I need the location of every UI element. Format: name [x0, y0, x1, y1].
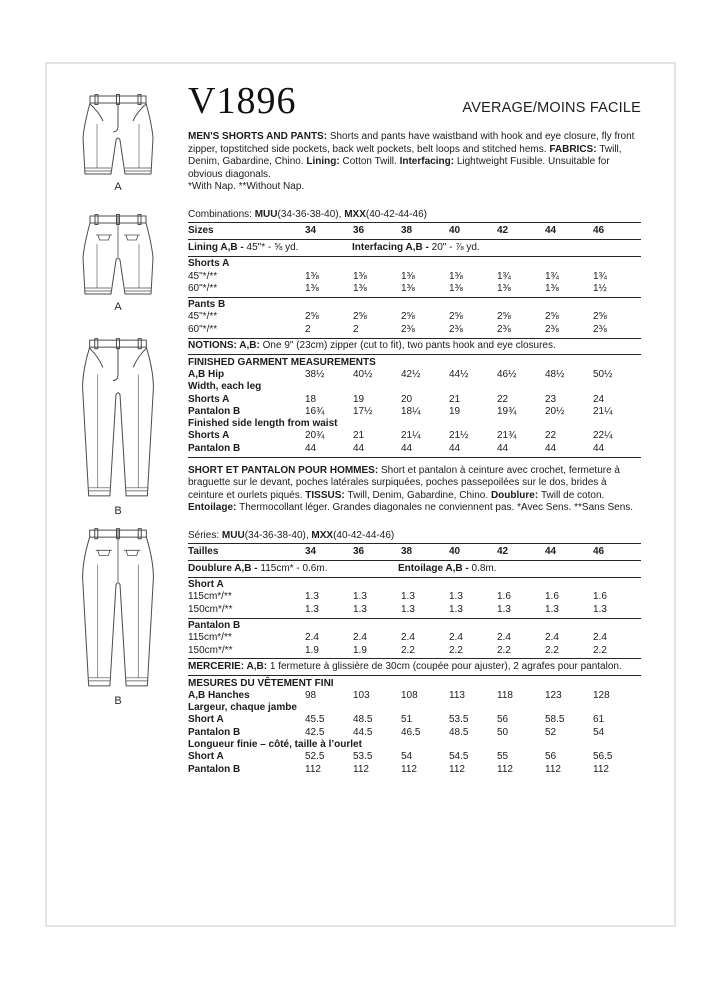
table-cell: 2.4 — [593, 632, 607, 644]
table-cell: 112 — [449, 763, 465, 775]
pants-front-drawing — [62, 332, 174, 504]
table-data-row — [188, 604, 641, 616]
table-cell: 55 — [497, 751, 509, 763]
text-segment: Entoilage: — [188, 502, 240, 514]
table-rule — [188, 675, 641, 676]
table-cell: 1.3 — [593, 603, 607, 615]
table-section-label: MESURES DU VÊTEMENT FINI — [188, 677, 334, 689]
table-cell: 2.4 — [305, 632, 319, 644]
table-cell: 1.3 — [497, 603, 511, 615]
text-segment: TISSUS: — [305, 489, 348, 501]
table-cell: 113 — [449, 689, 465, 701]
table-cell: Pantalon B — [188, 405, 241, 417]
table-section-label: Pants B — [188, 299, 226, 311]
table-cell: 22¼ — [593, 430, 613, 442]
text-segment: Séries: — [188, 529, 222, 541]
table-cell: 45.5 — [305, 714, 325, 726]
table-cell: 108 — [401, 689, 418, 701]
table-cell: 112 — [497, 763, 513, 775]
table-cell: 2⅜ — [593, 323, 607, 335]
text-segment: 45"* - ⅝ yd. — [246, 242, 299, 254]
table-cell: 2 — [353, 323, 359, 335]
subheader-right — [352, 241, 480, 254]
text-segment: Short et pantalon à ceinture avec crochet, fermeture à braguette sur le devant, poches latérales surpiquées, poches passepoilées sur le dos, brides à ceinture et ourlets piqués. — [188, 464, 620, 501]
table-cell: 112 — [353, 763, 369, 775]
table-cell: 46 — [593, 545, 605, 557]
table-cell: 1.3 — [305, 603, 319, 615]
shorts-back-drawing — [62, 208, 174, 300]
table-cell: 2⅜ — [497, 323, 511, 335]
text-segment: Thermocollant léger. Grandes diagonales ne conviennent pas. *Avec Sens. **Sans Sens. — [239, 502, 634, 514]
table-cell: 2⅝ — [401, 311, 415, 323]
table-cell: 1⅜ — [353, 270, 367, 282]
text-segment: Cotton Twill. — [342, 156, 400, 168]
table-cell: 44 — [449, 442, 461, 454]
table-cell: 1.3 — [401, 591, 415, 603]
table-cell: 1⅜ — [545, 282, 559, 294]
table-cell: 1.9 — [353, 644, 367, 656]
subheader-left — [188, 242, 298, 253]
shorts-back-illustration — [62, 208, 174, 313]
text-segment: Twill, Denim, Gabardine, Chino. — [188, 143, 622, 168]
table-cell: 1.3 — [449, 603, 463, 615]
table-cell: 1⅜ — [305, 270, 319, 282]
text-segment: MXX — [344, 208, 366, 220]
table-section-label: Largeur, chaque jambe — [188, 702, 297, 714]
table-cell: 2.2 — [497, 644, 511, 656]
table-cell: 2⅝ — [449, 311, 463, 323]
table-cell: 48.5 — [449, 726, 469, 738]
table-cell: Short A — [188, 751, 224, 763]
table-cell: 61 — [593, 714, 605, 726]
table-cell: 17½ — [353, 405, 373, 417]
table-section-label: Short A — [188, 579, 224, 591]
text-segment: MEN'S SHORTS AND PANTS: — [188, 131, 330, 142]
table-cell: 44 — [401, 442, 413, 454]
table-cell: 150cm*/** — [188, 644, 233, 656]
table-cell: 34 — [305, 545, 317, 557]
table-cell: 21 — [353, 430, 365, 442]
text-segment: One 9" (23cm) zipper (cut to fit), two pants hook and eye closures. — [259, 340, 556, 352]
table-data-row — [188, 632, 641, 644]
table-cell: 2⅝ — [353, 311, 367, 323]
text-segment: (40-42-44-46) — [333, 529, 395, 541]
table-cell: 52 — [545, 726, 557, 738]
text-segment: Doublure: — [490, 489, 541, 501]
text-segment: MUU — [221, 529, 245, 541]
table-cell: 2.4 — [401, 632, 415, 644]
table-cell: 112 — [593, 763, 609, 775]
table-rule — [188, 658, 641, 659]
table-note — [188, 661, 641, 674]
text-segment: Doublure A,B - — [188, 563, 261, 575]
table-data-row — [188, 271, 641, 283]
table-cell: 2⅝ — [305, 311, 319, 323]
table-cell: 112 — [305, 763, 321, 775]
table-cell: 42½ — [401, 368, 421, 380]
table-cell: 1⅜ — [401, 282, 415, 294]
table-cell: 50 — [497, 726, 509, 738]
table-cell: 1.3 — [353, 603, 367, 615]
table-cell: 36 — [353, 545, 365, 557]
view-label: A — [114, 181, 122, 193]
table-cell: 2.2 — [545, 644, 559, 656]
table-cell: 128 — [593, 689, 610, 701]
text-segment: Twill, Denim, Gabardine, Chino. — [347, 489, 491, 501]
table-cell: 42 — [497, 224, 509, 236]
table-cell: 2.2 — [401, 644, 415, 656]
table-cell: 44 — [545, 545, 557, 557]
table-cell: 2⅜ — [401, 323, 415, 335]
table-cell: Shorts A — [188, 430, 230, 442]
table-data-row — [188, 406, 641, 418]
table-cell: 18 — [305, 393, 317, 405]
table-cell: 2⅜ — [545, 323, 559, 335]
table-rule — [188, 222, 641, 223]
table-cell: 50½ — [593, 368, 613, 380]
text-segment: Shorts and pants have waistband with hook and eye closure, fly front zipper, topstitched side pockets, back welt pockets, belt loops and stitched hems. — [188, 131, 635, 155]
table-cell: 1.9 — [305, 644, 319, 656]
text-segment: Lining: — [306, 156, 343, 168]
table-subheader-row — [188, 562, 641, 575]
text-segment: Interfacing: — [399, 156, 457, 168]
pants-front-illustration — [62, 332, 174, 517]
table-cell: 58.5 — [545, 714, 565, 726]
table-cell: 115cm*/** — [188, 591, 232, 603]
table-cell: 51 — [401, 714, 413, 726]
table-cell: 123 — [545, 689, 562, 701]
text-segment: FABRICS: — [549, 143, 600, 155]
table-data-row — [188, 283, 641, 295]
table-subheader-row — [188, 241, 641, 254]
table-section-label: Longueur finie – côté, taille à l’ourlet — [188, 739, 362, 751]
table-cell: 38 — [401, 545, 413, 557]
table-cell: 1.3 — [449, 591, 463, 603]
text-segment: MXX — [311, 529, 334, 541]
table-cell: 44½ — [449, 368, 469, 380]
table-cell: 18¼ — [401, 405, 421, 417]
table-cell: 46.5 — [401, 726, 421, 738]
table-cell: 1.6 — [545, 591, 559, 603]
table-cell: 98 — [305, 689, 317, 701]
table-cell: 23 — [545, 393, 557, 405]
table-cell: 150cm*/** — [188, 603, 233, 615]
table-section-label: Pantalon B — [188, 620, 241, 632]
table-cell: 103 — [353, 689, 370, 701]
metric-yardage-table — [188, 543, 641, 776]
table-cell: Sizes — [188, 224, 214, 236]
table-rule — [188, 560, 641, 561]
table-cell: 1¾ — [497, 270, 511, 282]
table-cell: 44 — [545, 442, 557, 454]
table-cell: 44 — [593, 442, 605, 454]
table-cell: 2⅜ — [449, 323, 463, 335]
table-cell: 1½ — [593, 282, 607, 294]
table-cell: 60"*/** — [188, 282, 218, 294]
table-cell: 48.5 — [353, 714, 373, 726]
difficulty-rating: AVERAGE/MOINS FACILE — [462, 100, 641, 116]
text-segment: MUU — [254, 208, 278, 220]
table-rule — [188, 457, 641, 458]
table-cell: 115cm*/** — [188, 632, 232, 644]
table-cell: 38½ — [305, 368, 325, 380]
table-data-row — [188, 394, 641, 406]
text-segment: NOTIONS: A,B: — [188, 340, 260, 352]
table-cell: 1.3 — [545, 603, 559, 615]
table-cell: 1⅜ — [449, 270, 463, 282]
table-cell: 2.4 — [353, 632, 367, 644]
table-cell: 1⅜ — [497, 282, 511, 294]
table-cell: 34 — [305, 224, 317, 236]
table-cell: 54 — [593, 726, 605, 738]
table-cell: 36 — [353, 224, 365, 236]
table-rule — [188, 297, 641, 298]
text-segment: Combinations: — [188, 208, 255, 220]
table-cell: 1⅜ — [401, 270, 415, 282]
table-cell: 56 — [497, 714, 509, 726]
table-cell: 56 — [545, 751, 557, 763]
table-data-row — [188, 645, 641, 657]
table-section-label: Shorts A — [188, 258, 230, 270]
table-cell: 2⅝ — [593, 311, 607, 323]
table-cell: 42.5 — [305, 726, 325, 738]
table-cell: 21¼ — [593, 405, 613, 417]
table-cell: 2.4 — [545, 632, 559, 644]
text-segment: 1 fermeture à glissière de 30cm (coupée pour ajuster), 2 agrafes pour pantalon. — [267, 660, 622, 672]
table-cell: 1.6 — [497, 591, 511, 603]
pants-back-drawing — [62, 522, 174, 694]
table-data-row — [188, 324, 641, 336]
nap-note: *With Nap. **Without Nap. — [188, 181, 305, 193]
pattern-number: V1896 — [188, 80, 297, 122]
table-cell: 1⅜ — [353, 282, 367, 294]
table-cell: 42 — [497, 545, 509, 557]
table-cell: 44 — [545, 224, 557, 236]
table-cell: 1.3 — [305, 591, 319, 603]
table-cell: 40½ — [353, 368, 373, 380]
table-cell: 1¾ — [545, 270, 559, 282]
table-cell: Short A — [188, 714, 224, 726]
table-cell: 44 — [305, 442, 317, 454]
table-cell: 19¾ — [497, 405, 517, 417]
table-cell: 22 — [497, 393, 509, 405]
table-data-row — [188, 369, 641, 381]
table-cell: 53.5 — [449, 714, 469, 726]
shorts-front-drawing — [62, 88, 174, 180]
table-rule — [188, 256, 641, 257]
view-label: B — [114, 505, 122, 517]
english-description — [188, 131, 641, 181]
table-data-row — [188, 443, 641, 455]
table-cell: 20¾ — [305, 430, 325, 442]
text-segment: Interfacing A,B - — [352, 242, 432, 254]
pants-back-illustration — [62, 522, 174, 707]
table-cell: 1.3 — [401, 603, 415, 615]
table-cell: Shorts A — [188, 393, 230, 405]
table-header-row — [188, 225, 641, 237]
combinations-line — [188, 208, 641, 221]
imperial-yardage-table — [188, 222, 641, 457]
text-segment: Twill de coton. — [540, 489, 605, 501]
table-cell: 1¾ — [593, 270, 607, 282]
table-header-row — [188, 546, 641, 558]
table-cell: 53.5 — [353, 751, 373, 763]
table-section-label: FINISHED GARMENT MEASUREMENTS — [188, 356, 376, 368]
table-data-row — [188, 727, 641, 739]
table-cell: 2.4 — [449, 632, 463, 644]
text-segment: 20" - ⅞ yd. — [431, 242, 480, 254]
table-cell: 22 — [545, 430, 557, 442]
table-note — [188, 340, 641, 353]
table-cell: 24 — [593, 393, 605, 405]
table-cell: 54.5 — [449, 751, 469, 763]
table-data-row — [188, 751, 641, 763]
table-cell: 54 — [401, 751, 413, 763]
table-cell: 21¾ — [497, 430, 517, 442]
table-cell: 118 — [497, 689, 513, 701]
table-cell: 21 — [449, 393, 461, 405]
table-cell: 46½ — [497, 368, 517, 380]
table-cell: 40 — [449, 224, 461, 236]
table-cell: 112 — [545, 763, 561, 775]
text-segment: (40-42-44-46) — [365, 208, 428, 220]
table-cell: 1⅜ — [305, 282, 319, 294]
table-cell: 60"*/** — [188, 323, 218, 335]
table-cell: A,B Hip — [188, 368, 225, 380]
text-segment: 0.8m. — [471, 563, 497, 575]
table-cell: 44 — [353, 442, 365, 454]
table-cell: 2 — [305, 323, 311, 335]
table-cell: 2⅝ — [545, 311, 559, 323]
table-rule — [188, 543, 641, 544]
table-cell: 2.2 — [593, 644, 607, 656]
title-bar — [188, 80, 641, 122]
table-rule — [188, 577, 641, 578]
table-section-label: Width, each leg — [188, 381, 262, 393]
table-rule — [188, 239, 641, 240]
table-cell: 1⅜ — [449, 282, 463, 294]
french-description — [188, 465, 641, 515]
table-cell: 2.2 — [449, 644, 463, 656]
table-rule — [188, 618, 641, 619]
table-rule — [188, 354, 641, 355]
table-data-row — [188, 311, 641, 323]
table-cell: 45"*/** — [188, 270, 218, 282]
table-cell: 38 — [401, 224, 413, 236]
table-cell: 1.6 — [593, 591, 607, 603]
table-cell: 40 — [449, 545, 461, 557]
table-cell: 2⅝ — [497, 311, 511, 323]
text-segment: (34-36-38-40), — [277, 208, 345, 220]
subheader-left — [188, 563, 327, 574]
table-cell: A,B Hanches — [188, 689, 250, 701]
table-cell: 19 — [353, 393, 365, 405]
table-cell: 21½ — [449, 430, 469, 442]
table-cell: 112 — [401, 763, 417, 775]
table-cell: 21¼ — [401, 430, 421, 442]
table-cell: Tailles — [188, 545, 219, 557]
table-data-row — [188, 591, 641, 603]
table-cell: 19 — [449, 405, 461, 417]
table-cell: 46 — [593, 224, 605, 236]
main-column — [188, 80, 641, 776]
table-data-row — [188, 690, 641, 702]
table-cell: 48½ — [545, 368, 565, 380]
table-rule — [188, 338, 641, 339]
table-section-label: Finished side length from waist — [188, 418, 338, 430]
text-segment: MERCERIE: A,B: — [188, 660, 268, 672]
view-label: B — [114, 695, 122, 707]
table-data-row — [188, 430, 641, 442]
table-cell: Pantalon B — [188, 763, 241, 775]
table-cell: Pantalon B — [188, 442, 241, 454]
table-cell: 44.5 — [353, 726, 373, 738]
table-data-row — [188, 714, 641, 726]
series-line — [188, 529, 641, 542]
text-segment: Entoilage A,B - — [398, 563, 472, 575]
text-segment: SHORT ET PANTALON POUR HOMMES: — [188, 464, 381, 476]
table-cell: Pantalon B — [188, 726, 241, 738]
view-label: A — [114, 301, 122, 313]
table-data-row — [188, 764, 641, 776]
shorts-front-illustration — [62, 88, 174, 193]
table-cell: 20½ — [545, 405, 565, 417]
table-cell: 2.4 — [497, 632, 511, 644]
table-cell: 56.5 — [593, 751, 613, 763]
table-cell: 52.5 — [305, 751, 325, 763]
text-segment: (34-36-38-40), — [244, 529, 312, 541]
text-segment: Lining A,B - — [188, 242, 247, 254]
table-cell: 45"*/** — [188, 311, 218, 323]
table-cell: 20 — [401, 393, 413, 405]
subheader-right — [398, 562, 497, 575]
text-segment: Lightweight Fusible. Unsuitable for obvious diagonals. — [188, 156, 610, 180]
text-segment: 115cm* - 0.6m. — [260, 563, 328, 575]
table-cell: 1.3 — [353, 591, 367, 603]
table-cell: 16¾ — [305, 405, 325, 417]
table-cell: 44 — [497, 442, 509, 454]
